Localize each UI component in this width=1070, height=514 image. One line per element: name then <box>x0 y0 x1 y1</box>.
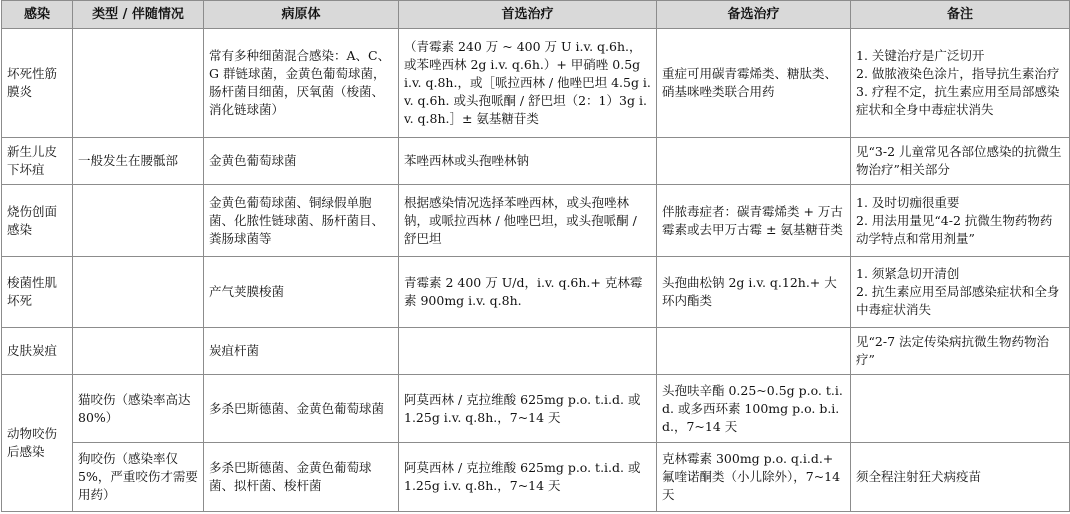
pathogen-cell: 炭疽杆菌 <box>204 328 399 375</box>
table-row <box>2 328 1070 375</box>
infection-cell: 皮肤炭疽 <box>2 328 73 375</box>
alternative-cell: 重症可用碳青霉烯类、糖肽类、硝基咪唑类联合用药 <box>657 29 851 138</box>
header-row <box>2 1 1070 29</box>
first-line-cell: 苯唑西林或头孢唑林钠 <box>399 138 657 185</box>
note-line: 3. 疗程不定，抗生素应用至局部感染症状和全身中毒症状消失 <box>856 84 1060 117</box>
pathogen-cell: 多杀巴斯德菌、金黄色葡萄球菌 <box>204 375 399 443</box>
header-type: 类型 / 伴随情况 <box>73 1 204 29</box>
header-first-line: 首选治疗 <box>399 1 657 29</box>
alternative-cell: 克林霉素 300mg p.o. q.i.d.+ 氟喹诺酮类（小儿除外），7~14 天 <box>657 443 851 512</box>
note-line: 1. 及时切痂很重要 <box>856 194 960 210</box>
notes-cell <box>851 138 1070 185</box>
type-cell: 猫咬伤（感染率高达 80%） <box>73 375 204 443</box>
type-cell: 一般发生在腰骶部 <box>73 138 204 185</box>
table-row <box>2 29 1070 138</box>
header-alternative: 备选治疗 <box>657 1 851 29</box>
first-line-cell: 阿莫西林 / 克拉维酸 625mg p.o. t.i.d. 或 1.25g i.v. q.8h.，7~14 天 <box>399 375 657 443</box>
pathogen-cell: 金黄色葡萄球菌 <box>204 138 399 185</box>
first-line-cell: 阿莫西林 / 克拉维酸 625mg p.o. t.i.d. 或 1.25g i.v. q.8h.，7~14 天 <box>399 443 657 512</box>
table-row <box>2 443 1070 512</box>
type-cell: 狗咬伤（感染率仅 5%，严重咬伤才需要用药） <box>73 443 204 512</box>
note-line: 1. 关键治疗是广泛切开 <box>856 48 985 63</box>
first-line-cell <box>399 328 657 375</box>
table-row <box>2 138 1070 185</box>
notes-cell <box>851 443 1070 512</box>
notes-cell <box>851 375 1070 443</box>
alternative-cell <box>657 138 851 185</box>
alternative-cell: 伴脓毒症者：碳青霉烯类 + 万古霉素或去甲万古霉 ± 氨基糖苷类 <box>657 185 851 257</box>
infection-cell: 动物咬伤后感染 <box>2 375 73 512</box>
notes-cell <box>851 328 1070 375</box>
note-line: 2. 用法用量见“4-2 抗微生物药物药动学特点和常用剂量” <box>856 212 1053 246</box>
table-row <box>2 257 1070 328</box>
type-cell <box>73 257 204 328</box>
infection-cell: 新生儿皮下坏疽 <box>2 138 73 185</box>
note-line: 见“2-7 法定传染病抗微生物药物治疗” <box>856 334 1049 367</box>
alternative-cell: 头孢曲松钠 2g i.v. q.12h.+ 大环内酯类 <box>657 257 851 328</box>
note-line: 1. 须紧急切开清创 <box>856 266 960 281</box>
type-cell <box>73 29 204 138</box>
infection-cell: 梭菌性肌坏死 <box>2 257 73 328</box>
note-line: 须全程注射狂犬病疫苗 <box>856 469 982 484</box>
pathogen-cell: 常有多种细菌混合感染：A、C、G 群链球菌，金黄色葡萄球菌，肠杆菌目细菌，厌氧菌（梭菌、消化链球菌） <box>204 29 399 138</box>
alternative-cell: 头孢呋辛酯 0.25~0.5g p.o. t.i.d. 或多西环素 100mg p.o. b.i.d.，7~14 天 <box>657 375 851 443</box>
table-row <box>2 185 1070 257</box>
note-line: 见“3-2 儿童常见各部位感染的抗微生物治疗”相关部分 <box>856 144 1062 177</box>
header-pathogen: 病原体 <box>204 1 399 29</box>
antibiotic-table <box>1 0 1070 512</box>
notes-cell <box>851 257 1070 328</box>
type-cell <box>73 185 204 257</box>
table-row <box>2 375 1070 443</box>
header-infection: 感染 <box>2 1 73 29</box>
notes-cell <box>851 185 1070 257</box>
notes-cell <box>851 29 1070 138</box>
pathogen-cell: 产气荚膜梭菌 <box>204 257 399 328</box>
type-cell <box>73 328 204 375</box>
infection-cell: 烧伤创面感染 <box>2 185 73 257</box>
note-line: 2. 抗生素应用至局部感染症状和全身中毒症状消失 <box>856 284 1060 317</box>
pathogen-cell: 多杀巴斯德菌、金黄色葡萄球菌、拟杆菌、梭杆菌 <box>204 443 399 512</box>
first-line-cell: （青霉素 240 万 ~ 400 万 U i.v. q.6h.，或苯唑西林 2g i.v. q.6h.）+ 甲硝唑 0.5g i.v. q.8h.，或［哌拉西林 / 他唑巴坦 4.5g i.v. q.6h. 或头孢哌酮 / 舒巴坦（2：1）3g i.v. q.8h.］± 氨基糖苷类 <box>399 29 657 138</box>
pathogen-cell: 金黄色葡萄球菌、铜绿假单胞菌、化脓性链球菌、肠杆菌目、粪肠球菌等 <box>204 185 399 257</box>
first-line-cell: 青霉素 2 400 万 U/d，i.v. q.6h.+ 克林霉素 900mg i.v. q.8h. <box>399 257 657 328</box>
header-notes: 备注 <box>851 1 1070 29</box>
note-line: 2. 做脓液染色涂片，指导抗生素治疗 <box>856 66 1060 81</box>
alternative-cell <box>657 328 851 375</box>
infection-cell: 坏死性筋膜炎 <box>2 29 73 138</box>
first-line-cell: 根据感染情况选择苯唑西林，或头孢唑林钠，或哌拉西林 / 他唑巴坦，或头孢哌酮 / 舒巴坦 <box>399 185 657 257</box>
